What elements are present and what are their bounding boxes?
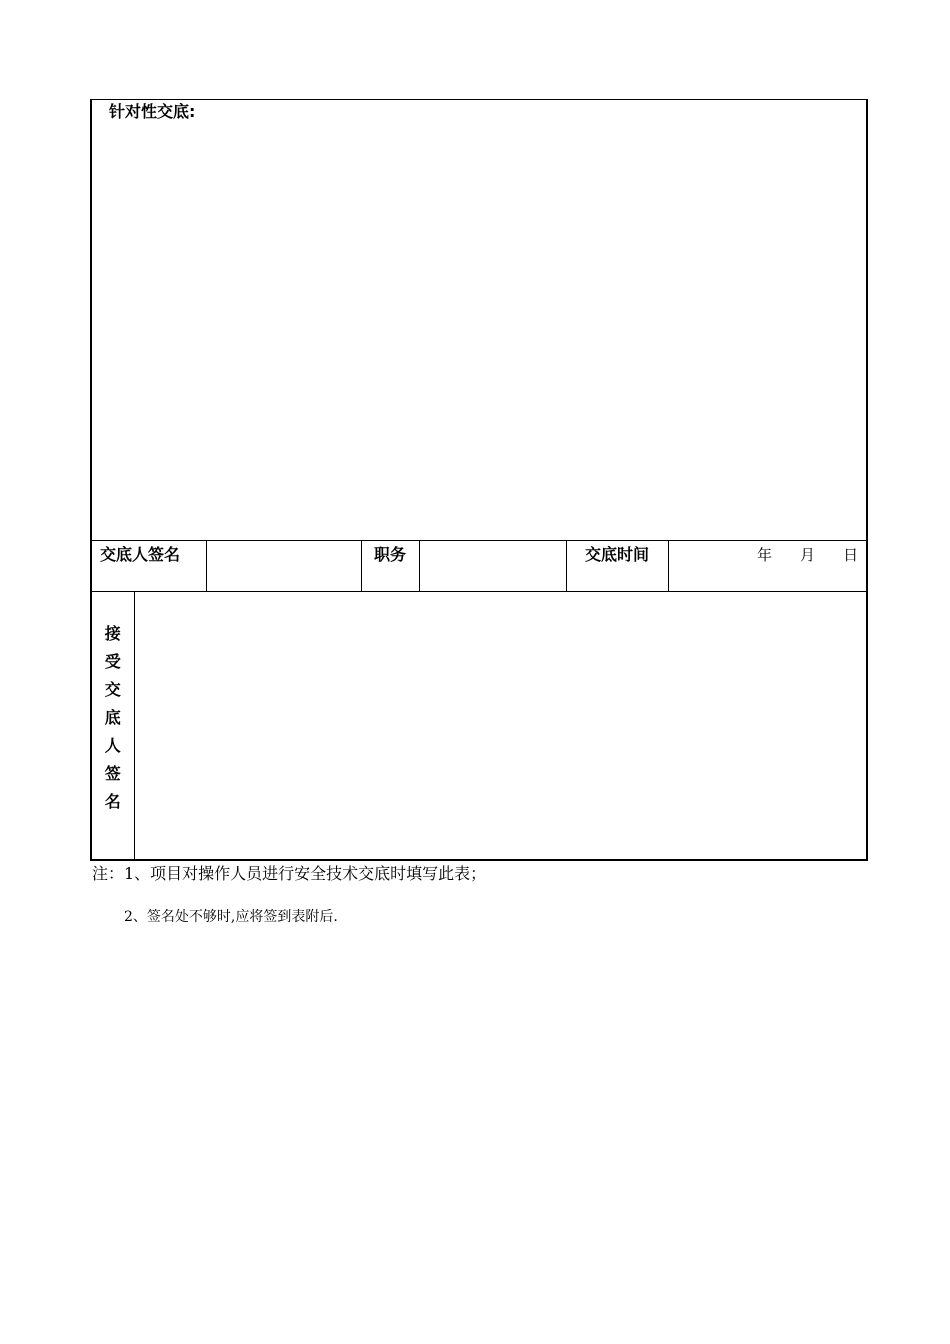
note-line-1: 注：1、项目对操作人员进行安全技术交底时填写此表； — [92, 864, 487, 883]
presenter-signature-label-cell — [91, 541, 206, 592]
briefing-time-label: 交底时间 — [584, 545, 649, 564]
date-year-label: 年 — [757, 546, 773, 564]
targeted-briefing-cell[interactable] — [91, 100, 867, 541]
receiver-signature-label-cell — [91, 592, 134, 861]
notes — [92, 863, 486, 927]
targeted-briefing-label: 针对性交底: — [109, 102, 196, 121]
receiver-label-char: 接 — [104, 624, 121, 643]
note-line-2: 2、签名处不够时,应将签到表附后. — [124, 909, 338, 925]
date-month-label: 月 — [800, 546, 816, 564]
position-label: 职务 — [373, 545, 406, 564]
receiver-label-char: 受 — [104, 652, 121, 671]
receiver-label-char: 底 — [104, 708, 121, 727]
presenter-signature-label: 交底人签名 — [100, 545, 181, 564]
receiver-label-char: 人 — [104, 736, 121, 755]
receiver-signature-field[interactable] — [134, 592, 867, 861]
time-label-cell — [566, 541, 668, 592]
position-label-cell — [361, 541, 419, 592]
receiver-signature-label — [92, 592, 134, 816]
presenter-signature-field[interactable] — [206, 541, 361, 592]
position-field[interactable] — [419, 541, 566, 592]
safety-briefing-table — [90, 99, 868, 861]
receiver-label-char: 交 — [104, 680, 121, 699]
briefing-date-field[interactable] — [668, 541, 867, 592]
receiver-label-char: 名 — [104, 792, 121, 811]
receiver-label-char: 签 — [104, 764, 121, 783]
date-day-label: 日 — [843, 546, 859, 564]
